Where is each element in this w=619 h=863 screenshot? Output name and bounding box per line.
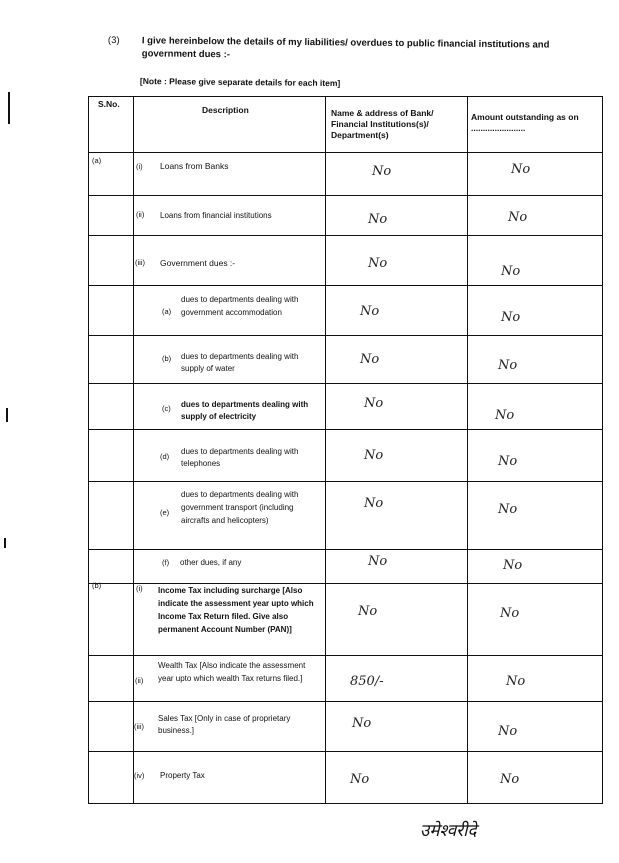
entry-amount: No	[501, 310, 521, 325]
table-border	[88, 803, 603, 804]
item-index: (d)	[160, 452, 170, 461]
item-description: Government dues :-	[160, 258, 236, 268]
item-index: (b)	[162, 354, 172, 363]
scan-mark	[6, 408, 8, 422]
item-index: (ii)	[135, 676, 144, 685]
entry-amount: No	[495, 408, 515, 423]
header-name-address: Name & address of Bank/ Financial Institutions(s)/ Department(s)	[331, 108, 434, 140]
item-index: (i)	[136, 162, 143, 171]
entry-name: No	[360, 352, 380, 367]
item-index: (ii)	[136, 210, 145, 219]
entry-amount: No	[506, 674, 526, 689]
entry-amount: No	[508, 210, 528, 225]
item-index: (iii)	[135, 258, 145, 267]
item-description: dues to departments dealing with government accommodation	[181, 295, 299, 317]
row-divider	[88, 152, 603, 153]
entry-name: No	[364, 448, 384, 463]
entry-name: No	[368, 256, 388, 271]
item-index: (iii)	[134, 722, 144, 731]
table-border	[88, 96, 603, 97]
section-label: (b)	[92, 581, 102, 590]
scan-mark	[8, 92, 10, 124]
item-description: Loans from financial institutions	[160, 211, 272, 220]
entry-name: No	[368, 212, 388, 227]
item-description: Sales Tax [Only in case of proprietary business.]	[158, 714, 291, 735]
row-divider	[88, 235, 603, 236]
item-description: Property Tax	[160, 771, 205, 780]
section-label: (a)	[92, 156, 102, 165]
item-description: dues to departments dealing with telephones	[181, 447, 299, 468]
entry-amount: No	[498, 358, 518, 373]
clause-number: (3)	[107, 34, 120, 47]
item-description: dues to departments dealing with supply of electricity	[181, 400, 309, 421]
clause-text: I give hereinbelow the details of my liabilities/ overdues to public financial institutions and government dues :-	[141, 35, 550, 61]
entry-name: No	[360, 304, 380, 319]
entry-amount: No	[511, 162, 531, 177]
item-index: (a)	[162, 307, 172, 316]
table-border	[602, 96, 603, 804]
item-index: (e)	[160, 508, 170, 517]
entry-amount: No	[500, 606, 520, 621]
entry-name: No	[364, 496, 384, 511]
item-description: dues to departments dealing with supply of water	[181, 352, 299, 373]
note-text: [Note : Please give separate details for each item]	[139, 76, 341, 89]
table-border	[88, 96, 89, 804]
row-divider	[88, 195, 603, 196]
entry-name: No	[364, 396, 384, 411]
entry-name: No	[350, 772, 370, 787]
entry-name: No	[372, 164, 392, 179]
entry-amount: No	[498, 502, 518, 517]
item-description: other dues, if any	[180, 558, 242, 567]
row-divider	[88, 481, 603, 482]
header-sno: S.No.	[98, 99, 120, 109]
entry-name: No	[352, 716, 372, 731]
header-description: Description	[202, 105, 249, 115]
item-index: (f)	[162, 558, 170, 567]
entry-amount: No	[503, 558, 523, 573]
item-index: (c)	[162, 404, 171, 413]
entry-name: 850/-	[350, 674, 384, 689]
row-divider	[88, 335, 603, 336]
item-index: (iv)	[134, 771, 145, 780]
item-description: Income Tax including surcharge [Also indicate the assessment year upto which Income Tax Return filed. Give also permanent Account Number (PAN)]	[158, 586, 314, 634]
row-divider	[88, 429, 603, 430]
item-description: Loans from Banks	[160, 161, 229, 171]
liabilities-table	[88, 96, 603, 804]
entry-amount: No	[498, 724, 518, 739]
handwritten-signature: उमेश्वरीदे	[420, 821, 477, 841]
row-divider	[88, 383, 603, 384]
entry-amount: No	[501, 264, 521, 279]
row-divider	[88, 751, 603, 752]
intro-paragraph	[107, 34, 598, 61]
scan-mark	[4, 538, 6, 548]
entry-amount: No	[500, 772, 520, 787]
entry-name: No	[368, 554, 388, 569]
column-divider	[325, 96, 326, 804]
row-divider	[88, 549, 603, 550]
row-divider	[88, 701, 603, 702]
item-description: Wealth Tax [Also indicate the assessment year upto which wealth Tax returns filed.]	[158, 661, 306, 683]
item-description: dues to departments dealing with government transport (including aircrafts and helicopters)	[181, 490, 299, 525]
row-divider	[88, 285, 603, 286]
header-amount: Amount outstanding as on .......................	[471, 112, 579, 133]
item-index: (i)	[136, 584, 143, 593]
entry-amount: No	[498, 454, 518, 469]
entry-name: No	[358, 604, 378, 619]
column-divider	[133, 96, 134, 804]
row-divider	[88, 655, 603, 656]
column-divider	[467, 96, 468, 804]
